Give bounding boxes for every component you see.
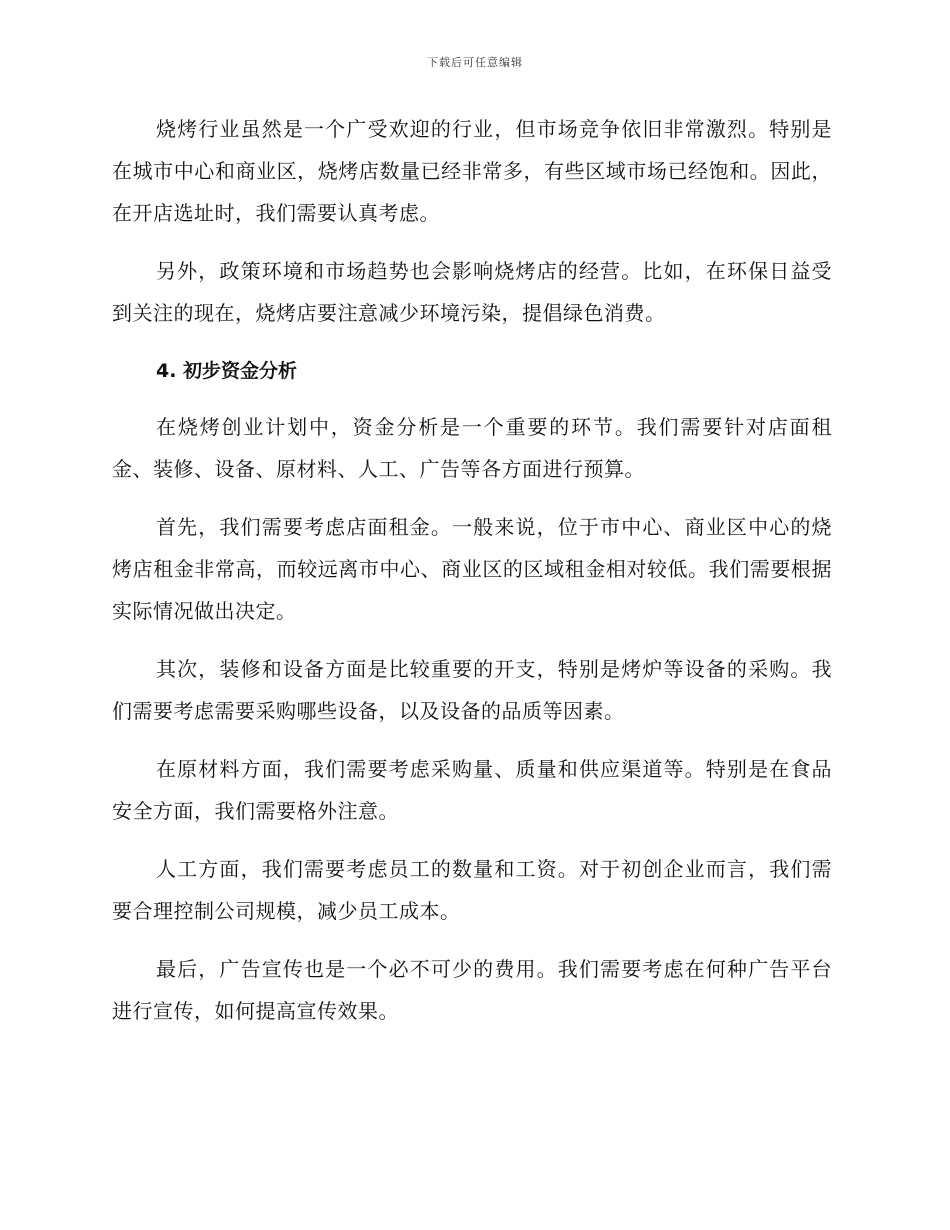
header-note: 下载后可任意编辑 <box>427 56 523 69</box>
paragraph-raw-materials: 在原材料方面，我们需要考虑采购量、质量和供应渠道等。特别是在食品安全方面，我们需要格外注意。 <box>112 757 832 823</box>
paragraph-decoration-equipment: 其次，装修和设备方面是比较重要的开支，特别是烤炉等设备的采购。我们需要考虑需要采购哪些设备，以及设备的品质等因素。 <box>112 657 832 723</box>
paragraph-policy-environment: 另外，政策环境和市场趋势也会影响烧烤店的经营。比如，在环保日益受到关注的现在，烧烤店要注意减少环境污染，提倡绿色消费。 <box>112 259 832 325</box>
paragraph-rent: 首先，我们需要考虑店面租金。一般来说，位于市中心、商业区中心的烧烤店租金非常高，而较远离市中心、商业区的区域租金相对较低。我们需要根据实际情况做出决定。 <box>112 515 832 623</box>
paragraph-labor: 人工方面，我们需要考虑员工的数量和工资。对于初创企业而言，我们需要合理控制公司规模，减少员工成本。 <box>112 857 832 923</box>
paragraph-advertising: 最后，广告宣传也是一个必不可少的费用。我们需要考虑在何种广告平台进行宣传，如何提高宣传效果。 <box>112 957 832 1023</box>
paragraph-funding-intro: 在烧烤创业计划中，资金分析是一个重要的环节。我们需要针对店面租金、装修、设备、原材料、人工、广告等各方面进行预算。 <box>112 415 832 481</box>
document-body <box>112 108 832 1048</box>
section-heading: 4. 初步资金分析 <box>156 360 298 382</box>
paragraph-market-competition: 烧烤行业虽然是一个广受欢迎的行业，但市场竞争依旧非常激烈。特别是在城市中心和商业区，烧烤店数量已经非常多，有些区域市场已经饱和。因此，在开店选址时，我们需要认真考虑。 <box>112 117 832 225</box>
